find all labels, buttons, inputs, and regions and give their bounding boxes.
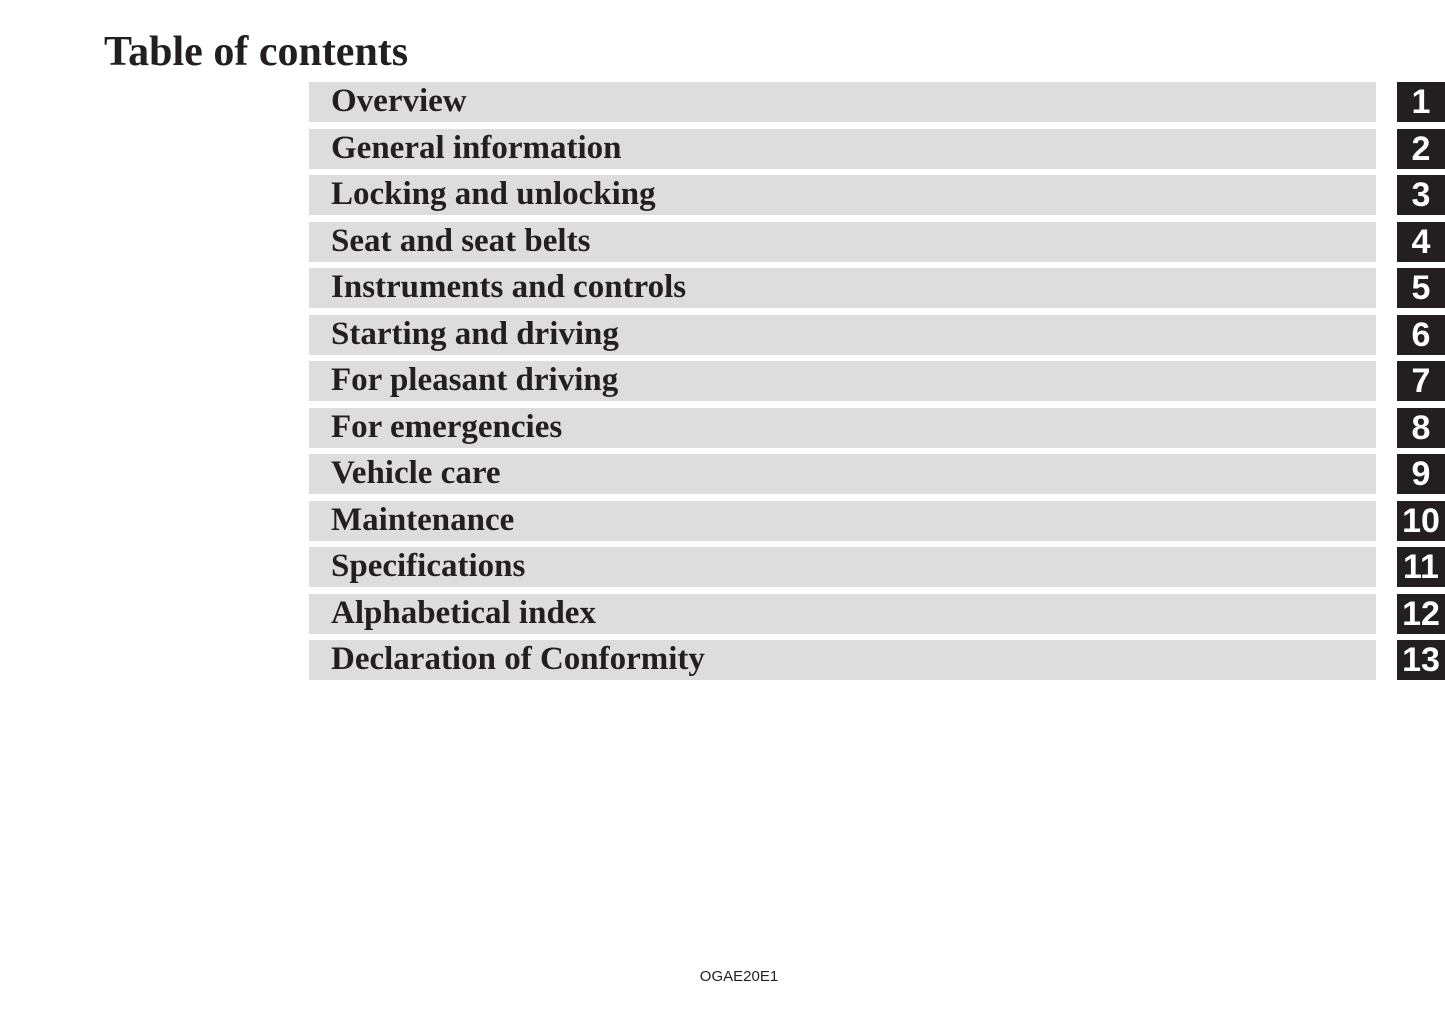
toc-item-for-emergencies[interactable] [309,408,1445,448]
toc-item-label: Specifications [331,548,526,584]
toc-item-alphabetical-index[interactable] [309,594,1445,634]
toc-item-label: For emergencies [331,408,563,445]
chapter-number-tab[interactable]: 3 [1397,175,1445,215]
chapter-number-tab[interactable]: 8 [1397,408,1445,448]
chapter-number-tab[interactable]: 9 [1397,454,1445,494]
chapter-number-tab[interactable]: 13 [1397,640,1445,680]
chapter-number-tab[interactable]: 6 [1397,315,1445,355]
toc-item-general-information[interactable] [309,129,1445,169]
toc-item-label: Starting and driving [331,315,619,352]
toc-item-vehicle-care[interactable] [309,454,1445,494]
toc-item-label: Locking and unlocking [331,176,656,212]
toc-item-label: Instruments and controls [331,269,687,305]
toc-item-label: Seat and seat belts [331,222,591,259]
toc-item-label: Overview [331,83,467,119]
toc-item-specifications[interactable] [309,547,1445,587]
chapter-number-tab[interactable]: 12 [1397,594,1445,634]
toc-item-overview[interactable] [309,82,1445,122]
chapter-number-tab[interactable]: 7 [1397,361,1445,401]
chapter-number-tab[interactable]: 10 [1397,501,1445,541]
toc-item-starting-and-driving[interactable] [309,315,1445,355]
toc-item-label: Declaration of Conformity [331,641,705,677]
toc-item-locking-and-unlocking[interactable] [309,175,1445,215]
toc-item-declaration-of-conformity[interactable] [309,640,1445,680]
toc-item-label: Vehicle care [331,455,501,491]
toc-bar [309,82,1376,122]
chapter-number-tab[interactable]: 11 [1397,547,1445,587]
chapter-number-tab[interactable]: 4 [1397,222,1445,262]
page-title: Table of contents [104,29,409,75]
toc-item-label: General information [331,129,622,166]
toc-item-label: Maintenance [331,501,515,538]
toc-item-label: Alphabetical index [331,594,596,631]
toc-item-label: For pleasant driving [331,362,619,398]
toc-item-maintenance[interactable] [309,501,1445,541]
chapter-number-tab[interactable]: 5 [1397,268,1445,308]
chapter-number-tab[interactable]: 1 [1397,82,1445,122]
toc-item-for-pleasant-driving[interactable] [309,361,1445,401]
chapter-number-tab[interactable]: 2 [1397,129,1445,169]
toc-item-seat-and-seat-belts[interactable] [309,222,1445,262]
toc-item-instruments-and-controls[interactable] [309,268,1445,308]
document-code: OGAE20E1 [699,968,779,985]
